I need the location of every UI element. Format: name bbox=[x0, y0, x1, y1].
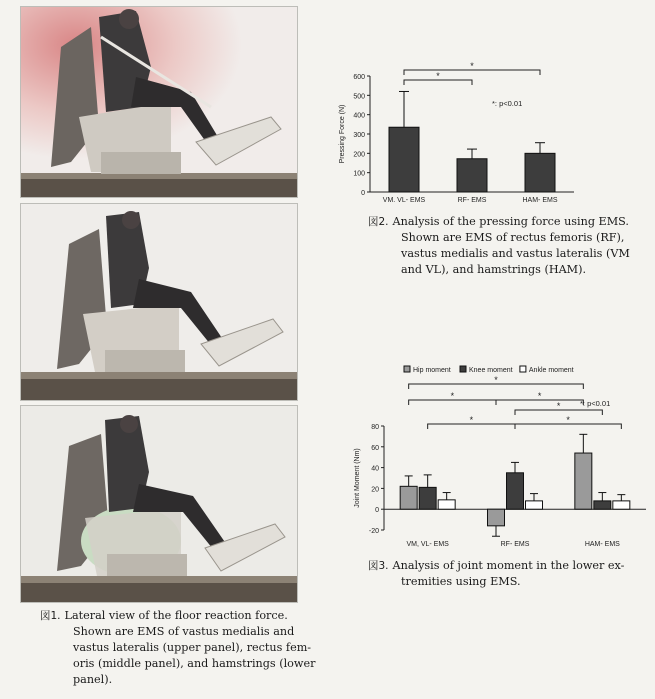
y-tick-label: 20 bbox=[371, 486, 379, 494]
figure1-middle-photo bbox=[20, 203, 298, 401]
x-tick-label: HAM- EMS bbox=[522, 197, 558, 202]
figure3-caption-line: Analysis of joint moment in the lower ex- bbox=[392, 559, 625, 572]
bar bbox=[526, 501, 543, 509]
y-tick-label: 300 bbox=[353, 132, 365, 139]
x-tick-label: RF- EMS bbox=[457, 197, 487, 202]
significance-mark: * bbox=[494, 375, 498, 385]
legend-swatch bbox=[520, 366, 526, 372]
legend-swatch bbox=[404, 366, 410, 372]
figure1-lower-photo bbox=[20, 405, 298, 603]
figure3-joint-moment-chart bbox=[350, 362, 650, 554]
figure3-caption-line: tremities using EMS. bbox=[401, 575, 521, 588]
figure1-label: 図1. bbox=[40, 610, 61, 622]
x-tick-label: VM, VL- EMS bbox=[406, 541, 449, 548]
significance-mark: * bbox=[436, 71, 440, 81]
y-tick-label: 100 bbox=[353, 170, 365, 178]
bar bbox=[400, 486, 417, 509]
y-tick-label: 0 bbox=[361, 190, 365, 197]
figure1-caption bbox=[40, 608, 316, 688]
figure3-label: 図3. bbox=[368, 560, 389, 572]
figure1-caption-line: oris (middle panel), and hamstrings (lower bbox=[73, 657, 316, 670]
figure2-label: 図2. bbox=[368, 216, 389, 228]
figure3-caption bbox=[368, 558, 638, 590]
y-tick-label: 0 bbox=[375, 507, 379, 515]
bar bbox=[457, 159, 487, 192]
bar bbox=[488, 509, 505, 526]
y-tick-label: 200 bbox=[353, 151, 365, 159]
bar bbox=[419, 487, 436, 509]
figure2-caption-line: Shown are EMS of rectus femoris (RF), bbox=[401, 231, 625, 244]
figure1-caption-line: panel). bbox=[73, 673, 113, 686]
bar bbox=[613, 501, 630, 509]
y-tick-label: 60 bbox=[371, 444, 379, 452]
significance-mark: * bbox=[566, 415, 570, 425]
bar bbox=[389, 127, 419, 192]
p-value-annotation: *: p<0.01 bbox=[580, 399, 611, 408]
bar bbox=[575, 453, 592, 509]
legend-swatch bbox=[460, 366, 466, 372]
figure2-caption bbox=[368, 214, 630, 278]
bar bbox=[507, 473, 524, 509]
y-tick-label: 500 bbox=[353, 93, 365, 101]
significance-mark: * bbox=[556, 401, 561, 411]
figure2-caption-line: Analysis of the pressing force using EMS. bbox=[392, 215, 629, 228]
figure2-caption-line: and VL), and hamstrings (HAM). bbox=[401, 263, 587, 276]
significance-mark: * bbox=[450, 391, 455, 401]
y-tick-label: 600 bbox=[353, 74, 365, 81]
x-tick-label: RF- EMS bbox=[500, 541, 530, 548]
legend-label: Ankle moment bbox=[528, 367, 574, 374]
significance-mark: * bbox=[469, 415, 474, 425]
p-value-annotation: *: p<0.01 bbox=[492, 99, 523, 108]
y-tick-label: -20 bbox=[368, 528, 379, 535]
y-tick-label: 400 bbox=[353, 112, 365, 120]
y-axis-label: Joint Moment (Nm) bbox=[354, 448, 361, 508]
significance-mark: * bbox=[537, 391, 542, 401]
y-axis-label: Pressing Force (N) bbox=[339, 104, 346, 164]
x-tick-label: HAM- EMS bbox=[584, 541, 620, 548]
bar bbox=[594, 501, 611, 509]
legend-label: Hip moment bbox=[413, 367, 451, 374]
figure1-upper-photo bbox=[20, 6, 298, 198]
figure2-pressing-force-chart bbox=[334, 60, 584, 202]
figure2-caption-line: vastus medialis and vastus lateralis (VM bbox=[401, 247, 630, 260]
figure1-caption-line: vastus lateralis (upper panel), rectus fem- bbox=[73, 641, 312, 654]
legend-label: Knee moment bbox=[469, 367, 513, 374]
figure1-caption-line: Shown are EMS of vastus medialis and bbox=[73, 625, 295, 638]
bar bbox=[525, 153, 555, 192]
y-tick-label: 40 bbox=[371, 465, 379, 473]
x-tick-label: VM, VL- EMS bbox=[382, 197, 426, 202]
bar bbox=[438, 500, 455, 509]
figure1-caption-line: Lateral view of the floor reaction force. bbox=[64, 609, 288, 622]
significance-mark: * bbox=[470, 61, 474, 71]
y-tick-label: 80 bbox=[371, 424, 379, 431]
